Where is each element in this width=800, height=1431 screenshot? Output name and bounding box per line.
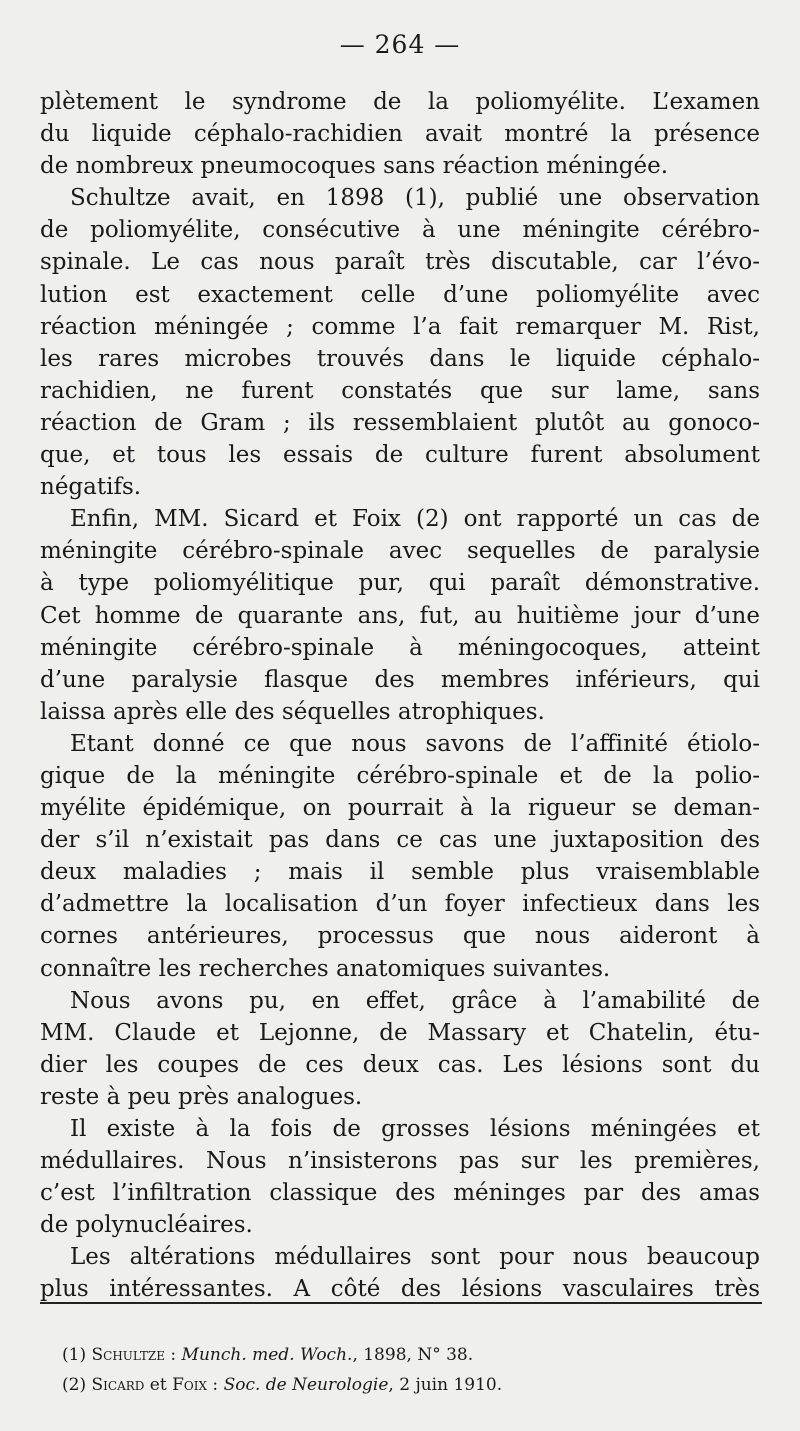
footnote-author-2: Foix bbox=[172, 1375, 208, 1395]
text-line: MM. Claude et Lejonne, de Massary et Chatelin, étu- bbox=[40, 1019, 760, 1046]
footnote-source: Munch. med. Woch. bbox=[181, 1345, 353, 1365]
text-line: d’admettre la localisation d’un foyer infectieux dans les bbox=[40, 891, 760, 918]
footnote-details: , 2 juin 1910. bbox=[388, 1375, 503, 1395]
text-line: négatifs. bbox=[40, 474, 142, 501]
text-line: de nombreux pneumocoques sans réaction méningée. bbox=[40, 153, 669, 180]
text-line: spinale. Le cas nous paraît très discutable, car l’évo- bbox=[40, 249, 760, 276]
text-line: gique de la méningite cérébro-spinale et de la polio- bbox=[40, 762, 760, 789]
text-line: cornes antérieures, processus que nous aideront à bbox=[40, 923, 760, 950]
text-line: myélite épidémique, on pourrait à la rigueur se deman- bbox=[40, 795, 760, 822]
text-line: Les altérations médullaires sont pour nous beaucoup bbox=[70, 1244, 760, 1271]
footnote-separator-text: : bbox=[165, 1345, 182, 1365]
footnote-separator-text: : bbox=[207, 1375, 224, 1395]
text-line: de poliomyélite, consécutive à une méningite cérébro- bbox=[40, 217, 760, 244]
text-line: deux maladies ; mais il semble plus vraisemblable bbox=[40, 859, 760, 886]
footnote-author: Sicard bbox=[91, 1375, 145, 1395]
text-line: réaction de Gram ; ils ressemblaient plutôt au gonoco- bbox=[40, 409, 760, 436]
footnote-2 bbox=[62, 1370, 762, 1400]
text-line: du liquide céphalo-rachidien avait montré la présence bbox=[40, 121, 760, 148]
text-line: à type poliomyélitique pur, qui paraît démonstrative. bbox=[40, 570, 760, 597]
footnote-1 bbox=[62, 1340, 762, 1370]
footnote-mark: (2) bbox=[62, 1375, 87, 1395]
text-line: les rares microbes trouvés dans le liquide céphalo- bbox=[40, 345, 760, 372]
text-line: rachidien, ne furent constatés que sur lame, sans bbox=[40, 377, 760, 404]
text-line: der s’il n’existait pas dans ce cas une juxtaposition des bbox=[40, 827, 760, 854]
text-line: Il existe à la fois de grosses lésions méningées et bbox=[70, 1116, 760, 1142]
footnote-conjunction: et bbox=[144, 1375, 173, 1395]
footnotes bbox=[62, 1340, 762, 1400]
text-line: c’est l’infiltration classique des méninges par des amas bbox=[40, 1180, 760, 1207]
text-line: reste à peu près analogues. bbox=[40, 1083, 363, 1110]
text-line: médullaires. Nous n’insisterons pas sur les premières, bbox=[40, 1148, 760, 1175]
text-line: méningite cérébro-spinale à méningocoques, atteint bbox=[40, 634, 760, 661]
text-line: plètement le syndrome de la poliomyélite. L’examen bbox=[40, 89, 760, 115]
text-line: d’une paralysie flasque des membres inférieurs, qui bbox=[40, 666, 760, 693]
footnote-details: , 1898, N° 38. bbox=[352, 1345, 474, 1365]
text-line: Cet homme de quarante ans, fut, au huitième jour d’une bbox=[40, 602, 760, 629]
text-line: méningite cérébro-spinale avec sequelles de paralysie bbox=[40, 538, 760, 565]
text-line: Etant donné ce que nous savons de l’affinité étiolo- bbox=[70, 730, 760, 757]
text-line: dier les coupes de ces deux cas. Les lésions sont du bbox=[40, 1051, 760, 1078]
text-line: connaître les recherches anatomiques suivantes. bbox=[40, 955, 611, 982]
footnote-source: Soc. de Neurologie bbox=[223, 1375, 389, 1395]
text-line: que, et tous les essais de culture furent absolument bbox=[40, 442, 760, 469]
text-line: laissa après elle des séquelles atrophiques. bbox=[40, 698, 545, 725]
text-line: Enfin, MM. Sicard et Foix (2) ont rapporté un cas de bbox=[70, 506, 760, 533]
text-line: de polynucléaires. bbox=[40, 1212, 253, 1239]
footnote-author: Schultze bbox=[91, 1345, 165, 1365]
text-line: lution est exactement celle d’une poliomyélite avec bbox=[40, 281, 760, 308]
text-line: Nous avons pu, en effet, grâce à l’amabilité de bbox=[70, 987, 760, 1014]
footnote-separator bbox=[40, 1302, 762, 1304]
text-line: plus intéressantes. A côté des lésions vasculaires très bbox=[40, 1276, 760, 1303]
body-text bbox=[40, 86, 760, 1306]
text-line: réaction méningée ; comme l’a fait remarquer M. Rist, bbox=[40, 313, 760, 340]
page-number: — 264 — bbox=[339, 30, 461, 59]
text-line: Schultze avait, en 1898 (1), publié une observation bbox=[70, 185, 760, 212]
footnote-mark: (1) bbox=[62, 1345, 87, 1365]
